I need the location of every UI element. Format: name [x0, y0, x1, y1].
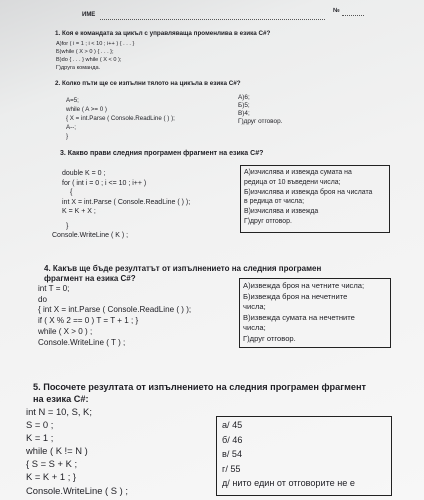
- option: Б)извежда броя на нечетните: [243, 291, 348, 301]
- code-line: if ( X % 2 == 0 ) T = T + 1 ; }: [38, 316, 139, 326]
- option: А)for ( i = 1 ; i < 10 ; i++ ) { . . . }: [56, 41, 135, 47]
- question-5-line: на езика C#:: [33, 393, 89, 404]
- code-line: while ( A >= 0 ): [66, 106, 107, 113]
- option: д/ нито един от отговорите не е: [222, 478, 355, 488]
- code-line: {: [70, 189, 73, 196]
- question-3: 3. Какво прави следния програмен фрагмент на езика C#?: [60, 150, 264, 157]
- question-5-options: [222, 418, 355, 491]
- option: Б)while ( X > 0 ) { . . . };: [56, 49, 114, 55]
- option: В)4;: [238, 110, 250, 117]
- question-5: [33, 382, 366, 405]
- code-line: A=5;: [66, 97, 79, 104]
- code-line: int T = 0;: [38, 284, 70, 293]
- option: б/ 46: [222, 434, 243, 445]
- question-5-line: 5. Посочете резултата от изпълнението на следния програмен фрагмент: [33, 382, 367, 392]
- option: г/ 55: [222, 463, 241, 474]
- question-1: 1. Коя е командата за цикъл с управляваща променлива в езика C#?: [55, 30, 271, 37]
- option: В)do { . . . } while ( X < 0 );: [56, 57, 122, 63]
- question-4-line: 4. Какъв ще бъде резултатът от изпълнението на следния програмен: [44, 264, 322, 273]
- option: в редица от числа;: [244, 198, 305, 206]
- option: Б)изчислява и извежда броя на числата: [244, 188, 373, 196]
- question-4-code: [38, 284, 191, 348]
- name-label: ИМЕ: [82, 12, 96, 18]
- option: Г)друг отговор.: [243, 333, 296, 343]
- question-2: 2. Колко пъти ще се изпълни тялото на цикъла в езика C#?: [55, 80, 241, 87]
- option: В)изчислява и извежда: [244, 208, 319, 216]
- code-line: K = K + X ;: [62, 208, 96, 215]
- option: Г)друг отговор.: [238, 118, 283, 125]
- question-4-line: фрагмент на езика C#?: [44, 274, 136, 283]
- question-3-options: [244, 168, 372, 227]
- code-line: }: [66, 133, 69, 140]
- code-line: { X = int.Parse ( Console.ReadLine ( ) );: [66, 115, 175, 122]
- question-1-options: [56, 40, 134, 72]
- option: А)6;: [238, 94, 250, 101]
- code-line: K = 1 ;: [26, 432, 54, 444]
- code-line: for ( int i = 0 ; i <= 10 ; i++ ): [62, 179, 147, 187]
- option: а/ 45: [222, 420, 243, 430]
- option: Г)друг отговор.: [244, 217, 292, 225]
- question-2-code: [66, 96, 175, 141]
- code-line: do: [38, 294, 48, 304]
- option: Б)5;: [238, 102, 250, 109]
- question-5-code: [26, 405, 128, 497]
- code-line: while ( K != N ): [26, 445, 88, 457]
- code-line: Console.WriteLine ( T ) ;: [38, 337, 126, 347]
- code-line: S = 0 ;: [26, 419, 54, 431]
- number-label: №: [333, 8, 340, 14]
- name-field-line: [100, 19, 325, 20]
- code-line: int X = int.Parse ( Console.ReadLine ( ) );: [62, 198, 191, 206]
- option: В)извежда сумата на нечетните: [243, 312, 355, 322]
- number-field-line: [342, 15, 364, 16]
- question-3-code: [52, 169, 191, 241]
- option: редица от 10 въведени числа;: [244, 178, 341, 186]
- option: А)изчислява и извежда сумата на: [244, 169, 352, 176]
- question-4-options: [243, 281, 364, 344]
- code-line: { S = S + K ;: [26, 458, 78, 470]
- code-line: Console.WriteLine ( K ) ;: [52, 232, 129, 239]
- option: в/ 54: [222, 449, 242, 459]
- code-line: double K = 0 ;: [62, 170, 106, 177]
- code-line: int N = 10, S, K;: [26, 406, 92, 417]
- option: А)извежда броя на четните числа;: [243, 281, 365, 290]
- code-line: }: [66, 222, 69, 230]
- question-2-options: [238, 94, 282, 126]
- option: Г)друга команда.: [56, 65, 101, 71]
- code-line: Console.WriteLine ( S ) ;: [26, 484, 128, 496]
- code-line: { int X = int.Parse ( Console.ReadLine ( ) );: [38, 305, 192, 315]
- code-line: while ( X > 0 ) ;: [38, 326, 93, 336]
- option: числа;: [243, 302, 266, 311]
- code-line: A--;: [66, 124, 76, 131]
- option: числа;: [243, 323, 266, 332]
- code-line: K = K + 1 ; }: [26, 471, 77, 483]
